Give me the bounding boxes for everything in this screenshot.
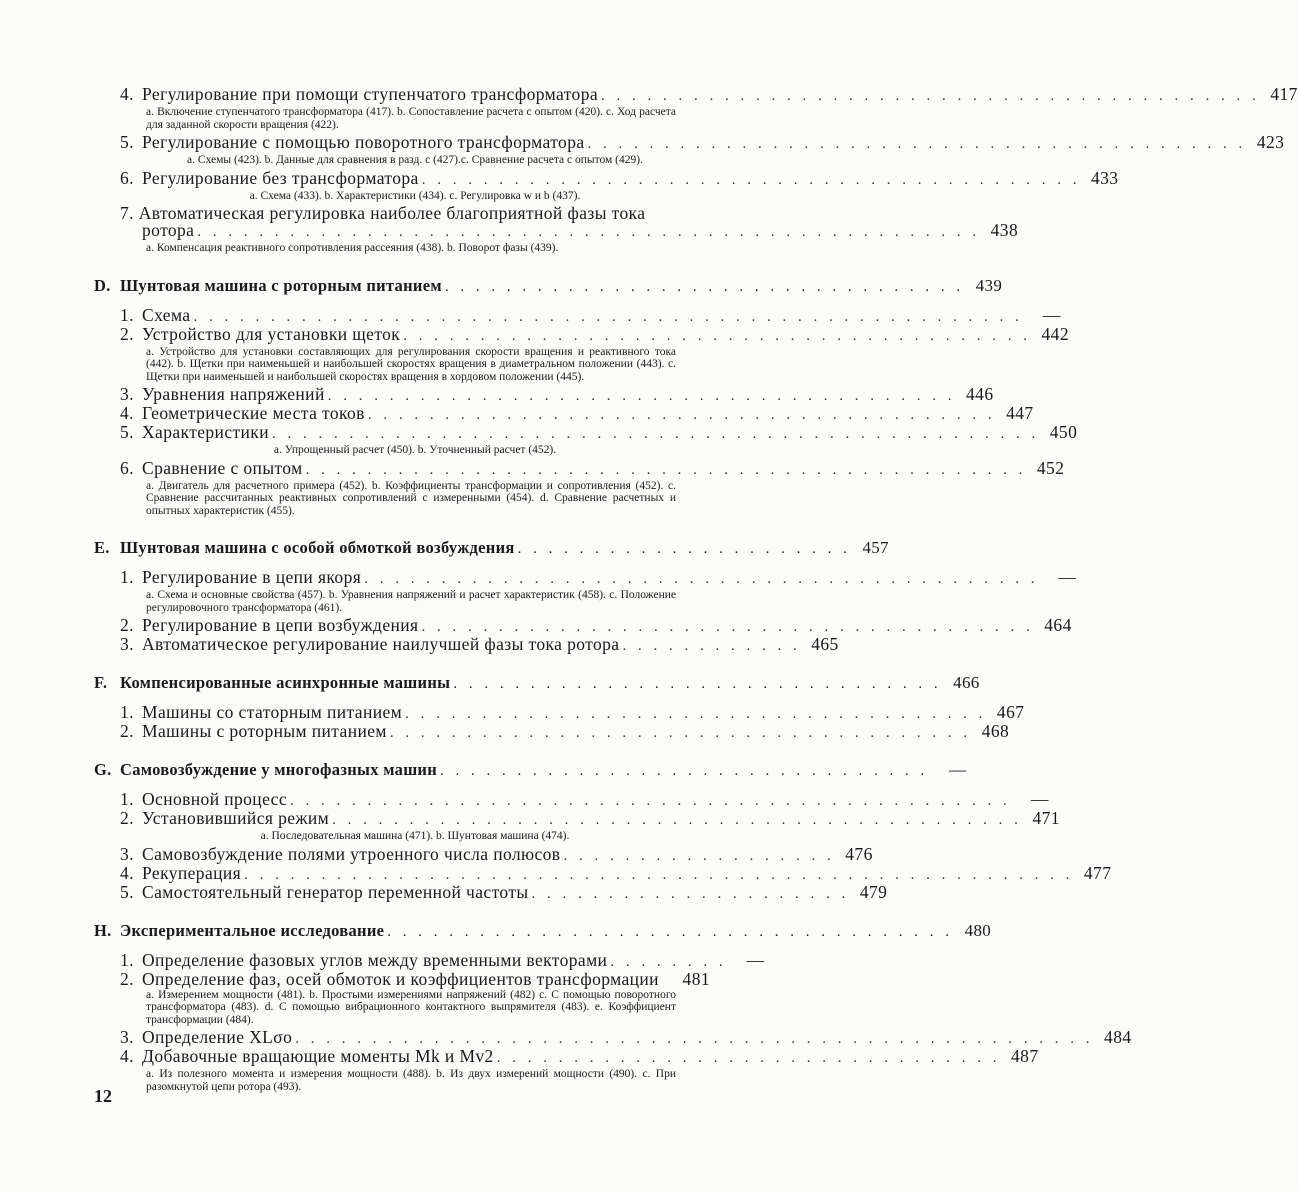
entry-title: Регулирование в цепи якоря bbox=[142, 567, 362, 587]
entry-title: Регулирование с помощью поворотного трансформатора bbox=[142, 132, 585, 152]
entry-number: 2. bbox=[120, 615, 134, 635]
section-page: 480 bbox=[964, 920, 992, 940]
entry-number: 4. bbox=[120, 1046, 134, 1066]
entry-subtopics: а. Упрощенный расчет (450). b. Уточненный расчет (452). bbox=[273, 444, 557, 456]
leader-dots: . . . . . . . . . . . . . . . . . . . . . . . . . . . . . . . . . . . . . . . . . . . bbox=[601, 88, 1260, 104]
section-letter: E. bbox=[94, 538, 110, 557]
leader-dots: . . . . . . . . . . . . . . . . . . . . . . . . . . . . . . . . . . . . . . . . . . . . . . . bbox=[305, 461, 1027, 478]
entry-page: 423 bbox=[1256, 132, 1285, 152]
toc-entry bbox=[120, 132, 1285, 153]
toc-entry bbox=[120, 721, 1010, 742]
entry-subtopics: а. Схема (433). b. Характеристики (434). с. Регулировка w и b (437). bbox=[249, 189, 581, 202]
entry-page: 467 bbox=[996, 702, 1025, 722]
entry-number: 1. bbox=[120, 949, 134, 970]
toc-entry bbox=[120, 304, 1061, 326]
entry-title: Рекуперация bbox=[142, 862, 242, 883]
entry-title: Определение XLσo bbox=[142, 1027, 293, 1047]
leader-dots: . . . . . . . . . . . . . . . . . . . . . . . . . . . . . . . . . . . . . . . . . . . . . . . . . . . . . . bbox=[193, 308, 1023, 325]
entry-number: 5. bbox=[120, 422, 134, 442]
leader-dots: . . . . . . . . . . . . . . . . . . . . . . . . . . . . . . . . . . . . . . . . bbox=[421, 619, 1034, 635]
leader-dots: . . . . . . . . . . . . . . . . . . . . . . . . . . . . . . . . . . bbox=[444, 278, 965, 295]
toc-entry bbox=[120, 843, 873, 865]
leader-dots: . . . . . . . . bbox=[610, 953, 727, 970]
entry-title: Уравнения напряжений bbox=[142, 384, 325, 404]
entry-subtopics: а. Включение ступенчатого трансформатора (417). b. Сопоставление расчета с опытом (420). с. Ход расчета для заданной скорости вращения (422). bbox=[146, 106, 676, 131]
entry-number: 6. bbox=[120, 167, 134, 188]
section-page: 457 bbox=[862, 538, 889, 557]
entry-page: 433 bbox=[1091, 167, 1119, 188]
entry-title: Машины с роторным питанием bbox=[142, 721, 387, 741]
entry-page: 471 bbox=[1032, 808, 1060, 828]
toc-entry bbox=[120, 457, 1065, 479]
toc-entry bbox=[120, 862, 1112, 884]
entry-title: Определение фазовых углов между временными векторами bbox=[142, 949, 608, 970]
entry-title: Регулирование без трансформатора bbox=[142, 167, 419, 188]
leader-dots: . . . . . . . . . . . . . . . . . . . . . . . . . . . . . . . . . . . . . . . . . . . . . . . . . . . . . . bbox=[244, 866, 1074, 883]
entry-title: Машины со статорным питанием bbox=[142, 702, 403, 722]
entry-number: 7. bbox=[120, 203, 134, 223]
leader-dots: . . . . . . . . . . . . . . . . . . . . . bbox=[531, 885, 850, 902]
entry-page: 442 bbox=[1041, 323, 1069, 344]
toc-entry bbox=[120, 968, 710, 989]
toc-entry bbox=[120, 808, 1060, 829]
section-heading-h bbox=[94, 920, 992, 942]
leader-dots: . . . . . . . . . . . . . . . . . . . . . . . . . . . . . . . . . bbox=[496, 1050, 1001, 1066]
entry-page: 484 bbox=[1104, 1027, 1132, 1047]
section-letter: H. bbox=[94, 920, 112, 940]
toc-entry bbox=[120, 1046, 1039, 1067]
entry-page: 476 bbox=[845, 843, 873, 864]
leader-dots: . . . . . . . . . . . . . . . . . . . . . . . . . . . . . . . . . . . . . . . . . . . . bbox=[364, 571, 1039, 587]
toc-entry bbox=[120, 323, 1069, 345]
leader-dots: . . . . . . . . . . . . . . . . . . . . . . . . . . . . . . . . . . . . . . . . . bbox=[403, 327, 1031, 344]
entry-page: 487 bbox=[1011, 1046, 1039, 1066]
entry-subtopics: а. Компенсация реактивного сопротивления рассеяния (438). b. Поворот фазы (439). bbox=[146, 242, 559, 254]
entry-subtopics: а. Устройство для установки составляющих для регулирования скорости вращения и реактивного тока (442). b. Щетки при наименьшей и наибольшей скоростях вращения в диаметральном положении (443). с. Щетки при наименьшей и наибольшей скоростях вращения в хордовом положении (445). bbox=[146, 345, 676, 383]
toc-entry bbox=[120, 203, 1019, 241]
entry-page: 477 bbox=[1083, 862, 1112, 883]
entry-number: 5. bbox=[120, 132, 134, 152]
section-heading-d bbox=[94, 275, 1003, 297]
table-of-contents bbox=[0, 84, 1298, 1096]
leader-dots: . . . . . . . . . . . . . . . . . . . . . . . . . . . . . . . . bbox=[440, 763, 929, 779]
leader-dots: . . . . . . . . . . . . . . . . . . . . . . . . . . . . . . . . . . . . . bbox=[387, 923, 954, 940]
entry-number: 1. bbox=[120, 567, 134, 587]
section-page: — bbox=[948, 760, 967, 779]
toc-entry bbox=[120, 634, 839, 655]
leader-dots: . . . . . . . . . . . . . . . . . . . . . . . . . . . . . . . . . . . . . . bbox=[405, 706, 987, 722]
entry-number: 3. bbox=[120, 384, 134, 404]
entry-number: 1. bbox=[120, 702, 134, 722]
leader-dots: . . . . . . . . . . . . . . . . . . . . . . . . . . . . . . . . . . . . . . . . . bbox=[327, 388, 956, 404]
section-title: Компенсированные асинхронные машины bbox=[120, 673, 451, 692]
entry-title: Схема bbox=[142, 304, 191, 325]
section-heading-e bbox=[94, 538, 889, 559]
section-title: Экспериментальное исследование bbox=[120, 920, 385, 940]
entry-number: 6. bbox=[120, 457, 134, 478]
entry-title: Самостоятельный генератор переменной частоты bbox=[142, 881, 529, 902]
entry-title: Определение фаз, осей обмоток и коэффициентов трансформации bbox=[142, 968, 659, 989]
entry-title: Добавочные вращающие моменты Mk и Mv2 bbox=[142, 1046, 494, 1066]
entry-title: Автоматическая регулировка наиболее благоприятной фазы тока bbox=[138, 203, 646, 223]
entry-subtopics: а. Схемы (423). b. Данные для сравнения в разд. с (427).с. Сравнение расчета с опытом (429). bbox=[187, 154, 643, 166]
entry-page: 417 bbox=[1270, 84, 1298, 104]
toc-entry bbox=[120, 567, 1077, 588]
entry-page: 446 bbox=[966, 384, 994, 404]
leader-dots: . . . . . . . . . . . . . . . . . . . . . . . . . . . . . . . . . . . . . . bbox=[389, 725, 972, 741]
entry-title: Устройство для установки щеток bbox=[142, 323, 401, 344]
entry-title: Регулирование в цепи возбуждения bbox=[142, 615, 419, 635]
entry-title: Основной процесс bbox=[142, 789, 288, 809]
toc-entry bbox=[120, 167, 1119, 189]
toc-entry bbox=[120, 881, 888, 903]
leader-dots: . . . . . . . . . . . . . . . . . . . . . . . . . . . . . . . . . . . . . . . . . . . . . . . bbox=[290, 793, 1011, 809]
entry-number: 3. bbox=[120, 1027, 134, 1047]
entry-subtopics: а. Схема и основные свойства (457). b. Уравнения напряжений и расчет характеристик (458). с. Положение регулировочного трансформатора (461). bbox=[146, 589, 676, 614]
entry-number: 3. bbox=[120, 634, 134, 654]
section-letter: G. bbox=[94, 760, 112, 779]
entry-title: Установившийся режим bbox=[142, 808, 330, 828]
leader-dots: . . . . . . . . . . . . . . . . . . . . . . . . . . . . . . . . . . . . . . . . . bbox=[367, 407, 996, 423]
entry-number: 4. bbox=[120, 84, 134, 104]
entry-title: Сравнение с опытом bbox=[142, 457, 303, 478]
entry-page: 479 bbox=[859, 881, 888, 902]
entry-title-continued: ротора bbox=[142, 220, 195, 240]
leader-dots: . . . . . . . . . . . . . . . . . . . . . . . . . . . . . . . . . . . . . . . . . . . . . . . . . . bbox=[271, 426, 1040, 442]
entry-page: 481 bbox=[682, 968, 710, 989]
entry-title: Автоматическое регулирование наилучшей фазы тока ротора bbox=[142, 634, 620, 654]
section-heading-g bbox=[94, 760, 967, 781]
leader-dots: . . . . . . . . . . . . . . . . . . . . . . . . . . . . . . . . . . . . . . . . . . . . . bbox=[332, 812, 1022, 828]
section-page: 466 bbox=[953, 673, 980, 692]
leader-dots: . . . . . . . . . . . . . . . . . . . . . . bbox=[517, 541, 851, 557]
entry-title: Характеристики bbox=[142, 422, 269, 442]
leader-dots: . . . . . . . . . . . . . . . . . . . . . . . . . . . . . . . . . . . . . . . . . . . bbox=[587, 136, 1247, 152]
entry-page: 450 bbox=[1049, 422, 1078, 442]
entry-page: — bbox=[746, 949, 765, 970]
entry-title: Самовозбуждение полями утроенного числа полюсов bbox=[142, 843, 561, 864]
section-letter: D. bbox=[94, 275, 111, 295]
leader-dots: . . . . . . . . . . . . bbox=[622, 638, 801, 654]
entry-title: Геометрические места токов bbox=[142, 403, 365, 423]
section-title: Шунтовая машина с роторным питанием bbox=[120, 275, 442, 295]
leader-dots: . . . . . . . . . . . . . . . . . . bbox=[563, 847, 835, 864]
entry-subtopics: а. Двигатель для расчетного примера (452). b. Коэффициенты трансформации и сопротивления (452). с. Сравнение рассчитанных реактивных сопротивлений с измеренными (454). d. Сравнение расчетных и опытных характеристик (455). bbox=[146, 479, 676, 517]
entry-number: 5. bbox=[120, 881, 134, 902]
entry-page: 438 bbox=[990, 220, 1019, 240]
leader-dots: . . . . . . . . . . . . . . . . . . . . . . . . . . . . . . . . . . . . . . . . . . . . . . . . . . . bbox=[197, 224, 981, 240]
entry-number: 4. bbox=[120, 403, 134, 423]
entry-page: — bbox=[1058, 567, 1077, 587]
section-title: Самовозбуждение у многофазных машин bbox=[120, 760, 438, 779]
toc-entry bbox=[120, 84, 1298, 105]
toc-entry bbox=[120, 422, 1078, 443]
section-letter: F. bbox=[94, 673, 108, 692]
entry-subtopics: а. Измерением мощности (481). b. Простыми измерениями напряжений (482) с. С помощью поворотного трансформатора (483). d. С помощью вибрационного контактного выпрямителя (483). е. Коэффициент трансформации (484). bbox=[146, 988, 676, 1026]
section-heading-f bbox=[94, 673, 980, 694]
leader-dots: . . . . . . . . . . . . . . . . . . . . . . . . . . . . . . . . bbox=[453, 676, 942, 692]
leader-dots: . . . . . . . . . . . . . . . . . . . . . . . . . . . . . . . . . . . . . . . . . . . . . . . . . . . . bbox=[295, 1031, 1094, 1047]
entry-subtopics: а. Из полезного момента и измерения мощности (488). b. Из двух измерений мощности (490). с. При разомкнутой цепи ротора (493). bbox=[146, 1068, 676, 1093]
entry-page: 465 bbox=[811, 634, 839, 654]
leader-dots: . . . . . . . . . . . . . . . . . . . . . . . . . . . . . . . . . . . . . . . . . . . bbox=[421, 171, 1081, 188]
entry-title: Регулирование при помощи ступенчатого трансформатора bbox=[142, 84, 599, 104]
entry-page: 468 bbox=[981, 721, 1010, 741]
entry-number: 2. bbox=[120, 721, 134, 741]
entry-number: 2. bbox=[120, 323, 134, 344]
section-page: 439 bbox=[975, 275, 1003, 295]
entry-number: 4. bbox=[120, 862, 134, 883]
entry-page: 464 bbox=[1044, 615, 1072, 635]
entry-number: 1. bbox=[120, 304, 134, 325]
entry-number: 2. bbox=[120, 808, 134, 828]
page-number: 12 bbox=[94, 1086, 112, 1106]
toc-entry bbox=[120, 949, 765, 971]
entry-page: 447 bbox=[1006, 403, 1034, 423]
entry-subtopics: а. Последовательная машина (471). b. Шунтовая машина (474). bbox=[260, 830, 570, 842]
section-title: Шунтовая машина с особой обмоткой возбуждения bbox=[120, 538, 515, 557]
entry-number: 1. bbox=[120, 789, 134, 809]
entry-number: 2. bbox=[120, 968, 134, 989]
entry-page: 452 bbox=[1036, 457, 1065, 478]
entry-page: — bbox=[1042, 304, 1061, 325]
entry-number: 3. bbox=[120, 843, 134, 864]
entry-page: — bbox=[1030, 789, 1049, 809]
